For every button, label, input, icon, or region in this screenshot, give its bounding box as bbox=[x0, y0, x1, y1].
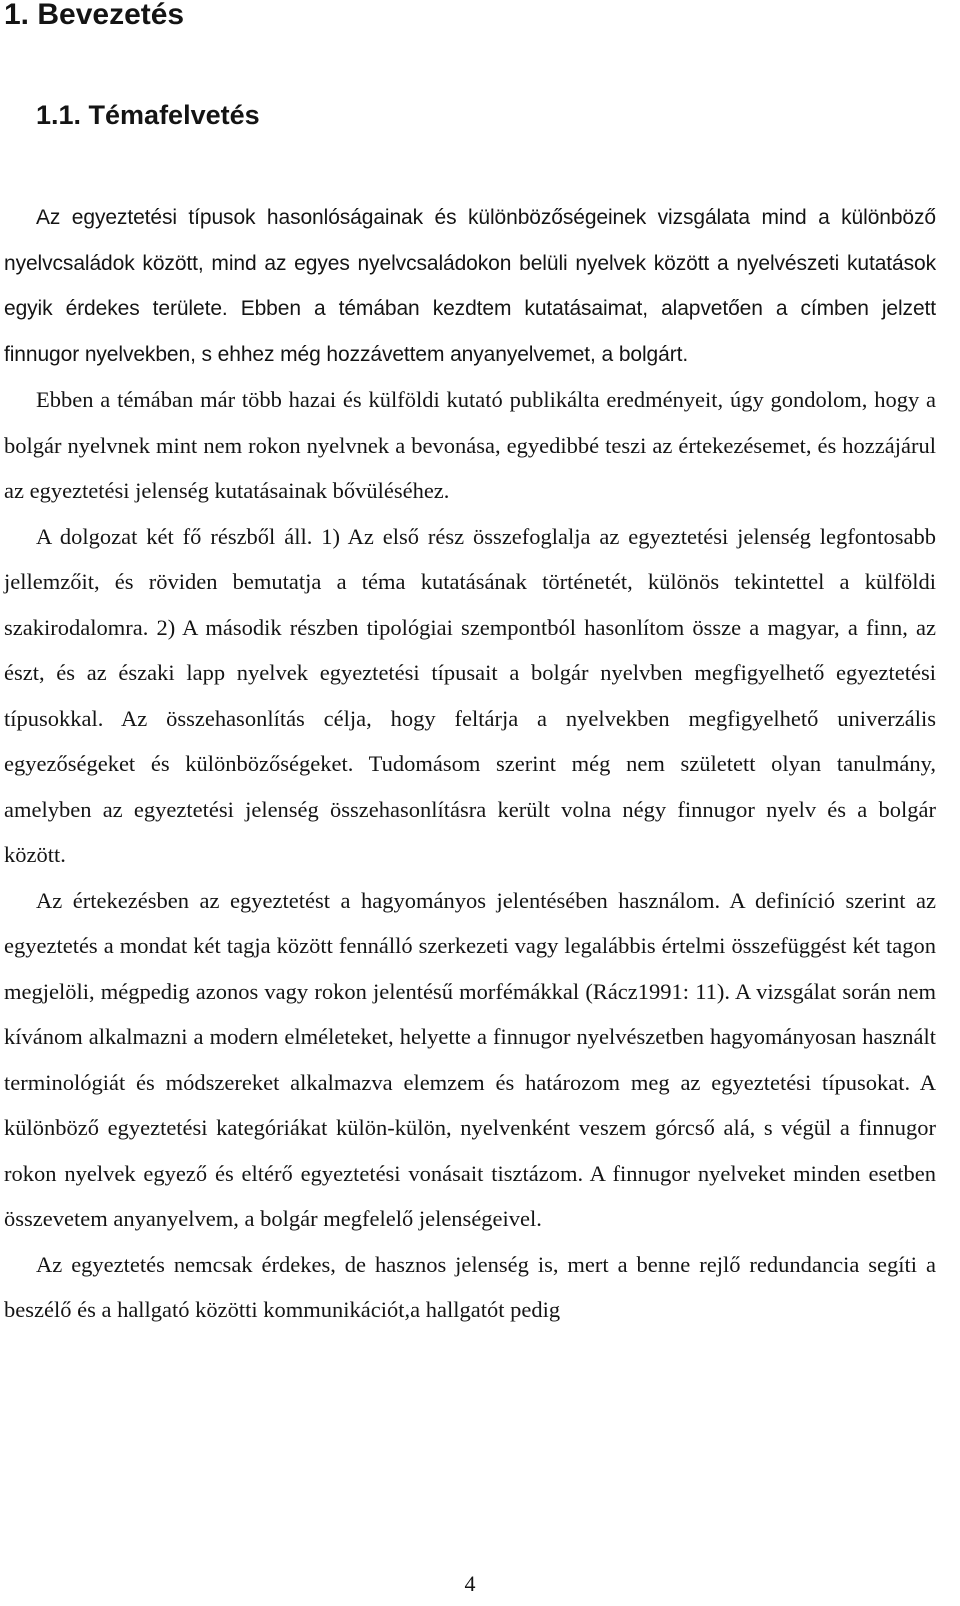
body-text bbox=[4, 195, 936, 1333]
page-number: 4 bbox=[464, 1571, 476, 1596]
paragraph-1: Az egyeztetési típusok hasonlóságainak és különbözőségeinek vizsgálata mind a különböző nyelvcsaládok között, mind az egyes nyelvcsaládokon belüli nyelvek között a nyelvészeti kutatások egyik érdekes területe. Ebben a témában kezdtem kutatásaimat, alapvetően a címben jelzett finnugor nyelvekben, s ehhez még hozzávettem anyanyelvemet, a bolgárt. bbox=[4, 206, 936, 366]
paragraph-4: Az értekezésben az egyeztetést a hagyományos jelentésében használom. A definíció szerint az egyeztetés a mondat két tagja között fennálló szerkezeti vagy legalábbis értelmi összefüggést két tagon megjelöli, mégpedig azonos vagy rokon jelentésű morfémákkal (Rácz1991: 11). A vizsgálat során nem kívánom alkalmazni a modern elméleteket, helyette a finnugor nyelvészetben hagyományosan használt terminológiát és módszereket alkalmazva elemzem és határozom meg az egyeztetési típusokat. A különböző egyeztetési kategóriákat külön-külön, nyelvenként veszem górcső alá, s végül a finnugor rokon nyelvek egyező és eltérő egyeztetési vonásait tisztázom. A finnugor nyelveket minden esetben összevetem anyanyelvem, a bolgár megfelelő jelenségeivel. bbox=[4, 887, 936, 1231]
chapter-heading: 1. Bevezetés bbox=[4, 0, 185, 31]
paragraph-2: Ebben a témában már több hazai és külföldi kutató publikálta eredményeit, úgy gondolom, hogy a bolgár nyelvnek mint nem rokon nyelvnek a bevonása, egyedibbé teszi az értekezésemet, és hozzájárul az egyeztetési jelenség kutatásainak bővüléséhez. bbox=[4, 387, 936, 503]
paragraph-3: A dolgozat két fő részből áll. 1) Az első rész összefoglalja az egyeztetési jelenség legfontosabb jellemzőit, és röviden bemutatja a téma kutatásának történetét, különös tekintettel a külföldi szakirodalomra. 2) A második részben tipológiai szempontból hasonlítom össze a magyar, a finn, az észt, és az északi lapp nyelvek egyeztetési típusait a bolgár nyelvben megfigyelhető egyeztetési típusokkal. Az összehasonlítás célja, hogy feltárja a nyelvekben megfigyelhető univerzális egyezőségeket és különbözőségeket. Tudomásom szerint még nem született olyan tanulmány, amelyben az egyeztetési jelenség összehasonlításra került volna négy finnugor nyelv és a bolgár között. bbox=[4, 523, 936, 867]
paragraph-5: Az egyeztetés nemcsak érdekes, de hasznos jelenség is, mert a benne rejlő redundancia segíti a beszélő és a hallgató közötti kommunikációt,a hallgatót pedig bbox=[4, 1251, 936, 1322]
section-heading: 1.1. Témafelvetés bbox=[36, 100, 260, 130]
